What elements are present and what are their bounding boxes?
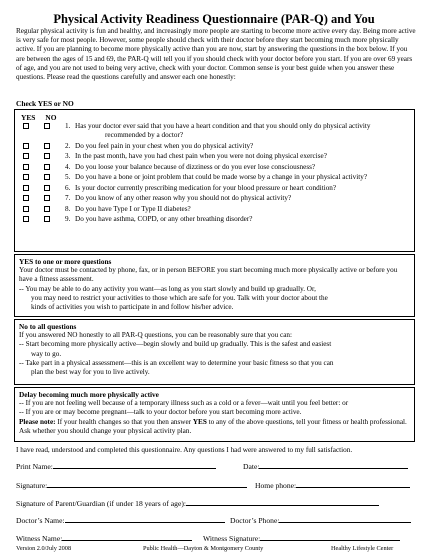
home-phone-label: Home phone: <box>255 481 297 490</box>
question-number: 1. <box>65 122 71 130</box>
doctor-name-row <box>16 515 225 525</box>
guardian-signature-field[interactable] <box>186 498 379 506</box>
doctor-phone-row <box>230 515 411 525</box>
signature-row <box>16 480 247 490</box>
intro-paragraph: Regular physical activity is fun and healthy, and increasingly more people are starting to become more active every day. Being more active is very safe for most people. However, some people should check with their doctor before they start becoming much more physically active. If you are planning to become more physically active than you are now, start by answering the questions in the box below. If you are between the ages of 15 and 69, the PAR-Q will tell you if you should check with your doctor before you start. If you are over 69 years of age, and you are not used to being very active, check with your doctor. Common sense is your best guide when you answer these questions. Please read the questions carefully and answer each one honestly: <box>16 27 416 82</box>
question-text-line: Do you have asthma, COPD, or any other breathing disorder? <box>75 215 253 223</box>
question-text-line: Is your doctor currently prescribing medication for your blood pressure or heart condition? <box>75 183 337 192</box>
delay-item-1: -- If you are not feeling well because of a temporary illness such as a cold or a fever—wait until you feel better: or <box>19 399 349 407</box>
date-label: Date: <box>243 462 260 471</box>
question-text-line: Has your doctor ever said that you have a heart condition and that you should only do physical activity <box>75 122 371 130</box>
witness-signature-label: Witness Signature: <box>203 534 261 543</box>
signature-field[interactable] <box>47 480 247 488</box>
doctor-phone-field[interactable] <box>279 515 411 523</box>
doctor-phone-label: Doctor’s Phone: <box>230 516 280 525</box>
doctor-name-field[interactable] <box>65 515 225 523</box>
question-text <box>75 142 410 151</box>
signature-label: Signature: <box>16 481 48 490</box>
no-result-item-1: -- Start becoming more physically active—begin slowly and build up gradually. This is the safest and easiest <box>19 340 332 349</box>
print-name-row <box>16 461 216 471</box>
yes-no-header <box>21 113 66 122</box>
footer-version: Version 2.0/July 2008 <box>16 545 72 552</box>
yes-checkbox[interactable] <box>23 164 29 170</box>
print-name-field[interactable] <box>53 461 216 469</box>
witness-name-label: Witness Name: <box>16 534 63 543</box>
check-heading: Check YES or NO <box>16 99 74 108</box>
doctor-name-label: Doctor’s Name: <box>16 516 65 525</box>
question-number: 4. <box>65 162 71 171</box>
home-phone-field[interactable] <box>296 480 410 488</box>
question-number: 2. <box>65 141 71 150</box>
no-checkbox[interactable] <box>44 123 50 129</box>
witness-name-field[interactable] <box>62 533 192 541</box>
no-result-heading: No to all questions <box>19 322 77 331</box>
question-text <box>75 184 410 193</box>
note-label: Please note: <box>19 417 56 426</box>
no-checkbox[interactable] <box>44 174 50 180</box>
question-number: 7. <box>65 194 71 202</box>
no-checkbox[interactable] <box>44 206 50 212</box>
yes-checkbox[interactable] <box>23 153 29 159</box>
home-phone-row <box>255 480 410 490</box>
yes-result-advice-cont2: kinds of activities you wish to participate in and follow his/her advice. <box>31 303 234 312</box>
question-text-line: Do you loose your balance because of dizziness or do you ever lose consciousness? <box>75 162 316 171</box>
yes-result-advice-cont: you may need to restrict your activities to those which are safe for you. Talk with your doctor about the <box>31 293 328 302</box>
witness-signature-field[interactable] <box>260 533 400 541</box>
question-text <box>75 122 410 140</box>
no-checkbox[interactable] <box>44 216 50 222</box>
yes-checkbox[interactable] <box>23 143 29 149</box>
note-text-a: If your health changes so that you then answer <box>55 417 193 426</box>
guardian-label: Signature of Parent/Guardian (if under 18 years of age): <box>16 499 186 508</box>
no-checkbox[interactable] <box>44 164 50 170</box>
guardian-row <box>16 498 379 508</box>
question-text <box>75 152 410 161</box>
question-text <box>75 215 410 224</box>
witness-name-row <box>16 533 192 543</box>
question-text-line: Do you know of any other reason why you should not do physical activity? <box>75 194 292 202</box>
no-result-box <box>14 319 415 385</box>
no-result-text: If you answered NO honestly to all PAR-Q questions, you can be reasonably sure that you can: <box>19 331 293 339</box>
no-result-item-2-cont: plan the best way for you to live actively. <box>31 368 150 377</box>
yes-result-text: Your doctor must be contacted by phone, fax, or in person BEFORE you start becoming much more physically active or before you have a fitness assessment. <box>19 266 398 284</box>
no-result-item-2: -- Take part in a physical assessment—this is an excellent way to determine your basic fitness so that you can <box>19 358 334 367</box>
no-column-label: NO <box>45 113 57 122</box>
question-number: 8. <box>65 204 71 213</box>
yes-checkbox[interactable] <box>23 174 29 180</box>
delay-box <box>14 387 415 442</box>
yes-checkbox[interactable] <box>23 185 29 191</box>
footer-center: Public Health—Dayton & Montgomery County <box>143 545 264 552</box>
yes-checkbox[interactable] <box>23 195 29 201</box>
yes-checkbox[interactable] <box>23 206 29 212</box>
note-yes: YES <box>192 417 207 426</box>
question-text <box>75 205 410 214</box>
questions-box <box>14 109 415 252</box>
yes-checkbox[interactable] <box>23 123 29 129</box>
delay-item-2: -- If you are or may become pregnant—talk to your doctor before you start becoming more active. <box>19 408 302 417</box>
print-name-label: Print Name: <box>16 462 53 471</box>
no-checkbox[interactable] <box>44 153 50 159</box>
yes-result-advice: -- You may be able to do any activity you want—as long as you start slowly and build up gradually. Or, <box>19 284 316 293</box>
note-text-b: to any of the above questions, tell your fitness or health professional. Ask whether you should change your physical activity plan. <box>19 417 407 435</box>
question-number: 5. <box>65 173 71 181</box>
question-text-line: In the past month, have you had chest pain when you were not doing physical exercise? <box>75 152 327 160</box>
delay-heading: Delay becoming much more physically active <box>19 390 159 399</box>
question-text <box>75 194 410 203</box>
footer-right: Healthy Lifestyle Center <box>331 545 394 552</box>
question-text-cont: recommended by a doctor? <box>105 131 184 139</box>
yes-column-label: YES <box>21 113 36 122</box>
no-checkbox[interactable] <box>44 195 50 201</box>
question-text-line: Do you feel pain in your chest when you do physical activity? <box>75 141 254 150</box>
question-text <box>75 173 410 182</box>
date-row <box>243 461 408 471</box>
question-text <box>75 163 410 172</box>
question-number: 9. <box>65 215 71 223</box>
date-field[interactable] <box>259 461 408 469</box>
witness-signature-row <box>203 533 400 543</box>
yes-checkbox[interactable] <box>23 216 29 222</box>
no-checkbox[interactable] <box>44 143 50 149</box>
question-number: 3. <box>65 152 71 160</box>
question-text-line: Do you have a bone or joint problem that could be made worse by a change in your physical activity? <box>75 173 368 181</box>
yes-result-box <box>14 254 415 317</box>
no-result-item-1-cont: way to go. <box>31 349 62 358</box>
page-title: Physical Activity Readiness Questionnaire (PAR-Q) and You <box>53 12 375 26</box>
question-text-line: Do you have Type I or Type II diabetes? <box>75 204 191 213</box>
delay-note <box>19 418 414 437</box>
question-number: 6. <box>65 183 71 192</box>
no-checkbox[interactable] <box>44 185 50 191</box>
yes-result-heading: YES to one or more questions <box>19 257 112 266</box>
agreement-statement: I have read, understood and completed this questionnaire. Any questions I had were answered to my full satisfaction. <box>16 446 353 454</box>
